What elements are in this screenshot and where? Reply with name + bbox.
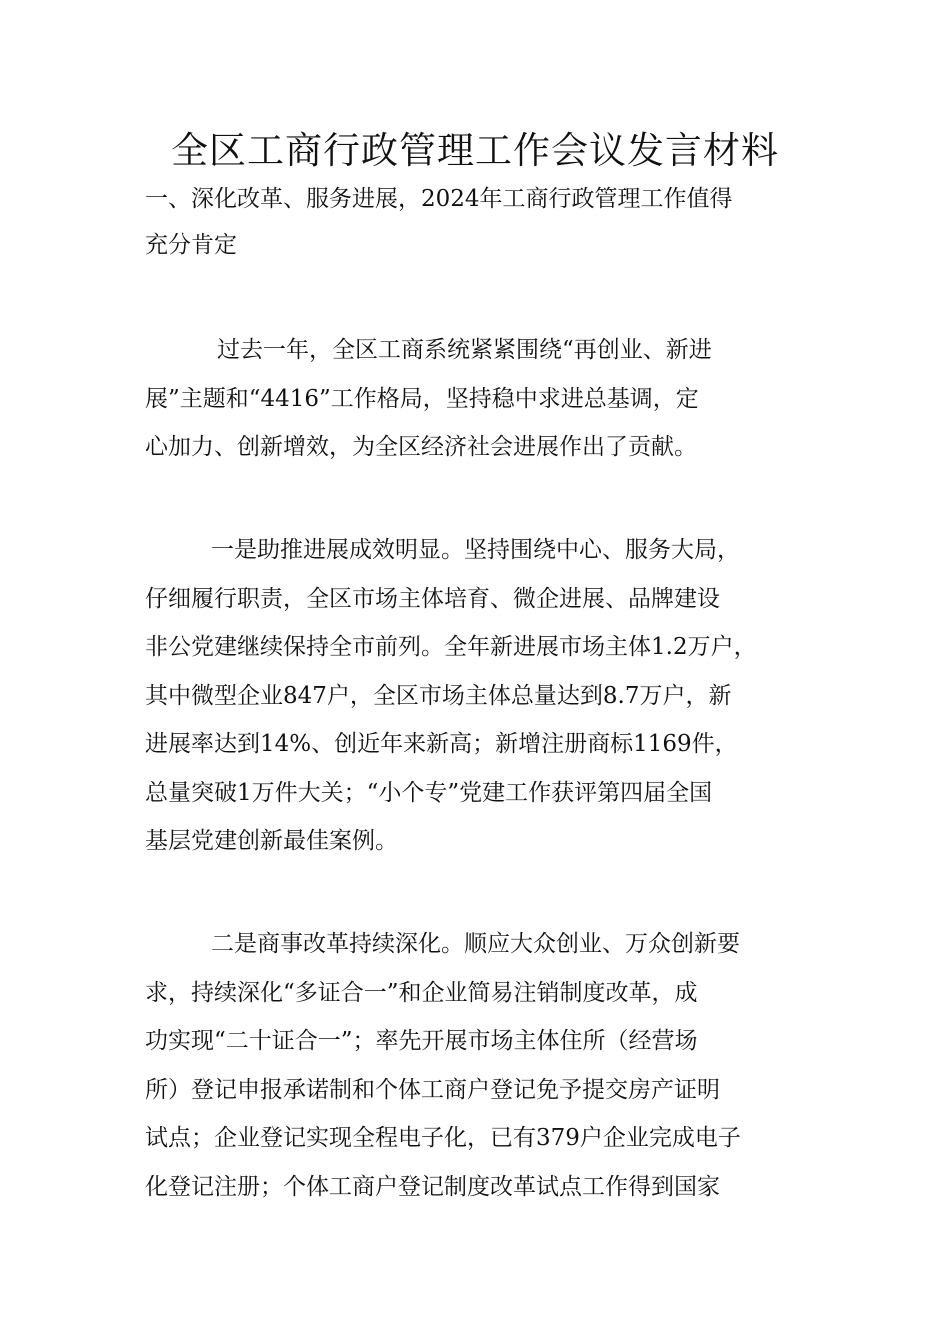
paragraph-line: 仔细履行职责，全区市场主体培育、微企进展、品牌建设 — [145, 585, 720, 612]
paragraph-line: 所）登记申报承诺制和个体工商户登记免予提交房产证明 — [145, 1076, 720, 1103]
paragraph-line: 求，持续深化“多证合一”和企业简易注销制度改革，成 — [145, 979, 698, 1006]
paragraph-line: 心加力、创新增效，为全区经济社会进展作出了贡献。 — [145, 434, 697, 460]
section-heading-line: 充分肯定 — [145, 232, 237, 258]
paragraph-line: 展”主题和“4416”工作格局，坚持稳中求进总基调，定 — [145, 385, 699, 412]
paragraph-overview — [145, 326, 815, 472]
section-heading — [145, 176, 815, 268]
paragraph-line: 二是商事改革持续深化。顺应大众创业、万众创新要 — [211, 931, 740, 957]
section-heading-line: 一、深化改革、服务进展，2024年工商行政管理工作值得 — [145, 186, 733, 212]
paragraph-line: 化登记注册；个体工商户登记制度改革试点工作得到国家 — [145, 1173, 720, 1200]
paragraph-business-reform — [145, 920, 815, 1211]
paragraph-line: 基层党建创新最佳案例。 — [145, 828, 398, 854]
paragraph-line: 总量突破1万件大关；“小个专”党建工作获评第四届全国 — [145, 779, 713, 806]
paragraph-line: 其中微型企业847户，全区市场主体总量达到8.7万户，新 — [145, 682, 732, 709]
document-title: 全区工商行政管理工作会议发言材料 — [171, 129, 779, 172]
paragraph-line: 进展率达到14%、创近年来新高；新增注册商标1169件， — [145, 731, 738, 757]
paragraph-development-results — [145, 526, 815, 866]
paragraph-line: 试点；企业登记实现全程电子化，已有379户企业完成电子 — [145, 1125, 741, 1151]
paragraph-line: 非公党建继续保持全市前列。全年新进展市场主体1.2万户， — [145, 634, 757, 660]
paragraph-line: 过去一年，全区工商系统紧紧围绕“再创业、新进 — [217, 337, 712, 363]
paragraph-line: 一是助推进展成效明显。坚持围绕中心、服务大局， — [211, 537, 740, 563]
paragraph-line: 功实现“二十证合一”；率先开展市场主体住所（经营场 — [145, 1028, 698, 1054]
